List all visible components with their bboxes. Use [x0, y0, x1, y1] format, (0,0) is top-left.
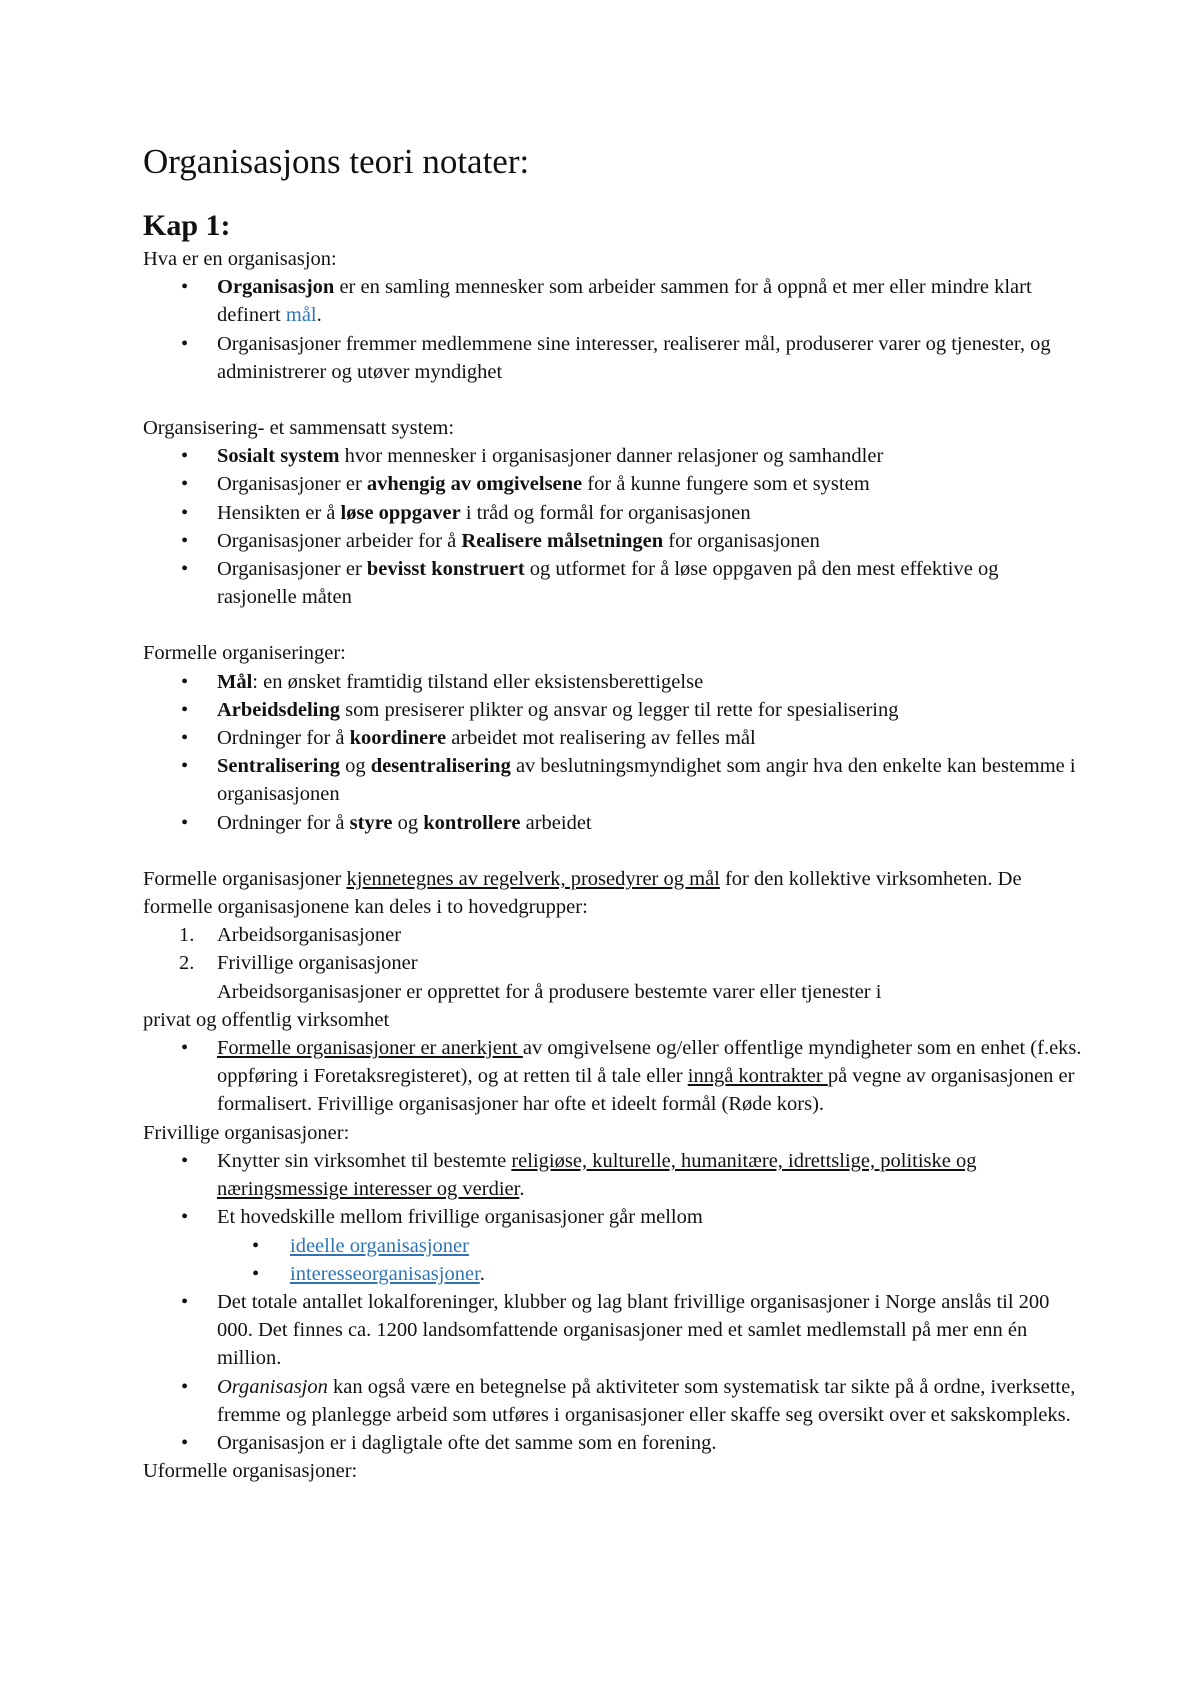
bullet-marker: •	[181, 1149, 189, 1172]
document-body	[143, 140, 1083, 1485]
section-heading: Formelle organiseringer:	[143, 642, 346, 665]
section-heading: Organsisering- et sammensatt system:	[143, 417, 455, 440]
interesse-link[interactable]: interesseorganisasjoner	[290, 1262, 480, 1285]
bullet-marker: •	[181, 1375, 189, 1398]
section-heading: Uformelle organisasjoner:	[143, 1460, 358, 1483]
goal-link[interactable]: mål	[285, 304, 317, 327]
bullet-marker: •	[181, 529, 189, 552]
list-number: 2.	[179, 952, 195, 975]
chapter-heading: Kap 1:	[143, 209, 231, 242]
numbered-list	[143, 921, 1083, 977]
list-item: • Formelle organisasjoner er anerkjent av omgivelsene og/eller offentlige myndigheter som en enhet (f.eks. oppføring i Foretaksregisteret), og at retten til å tale eller inngå kontrakter på vegne av organisasjonen er formalisert. Frivillige organisasjoner har ofte et ideelt formål (Røde kors).	[143, 1034, 1083, 1119]
list-item: • Organisasjoner fremmer medlemmene sine interesser, realiserer mål, produserer varer og tjenester, og administrerer og utøver myndighet	[143, 330, 1083, 386]
bullet-marker: •	[181, 1206, 189, 1229]
document-title: Organisasjons teori notater:	[143, 142, 530, 181]
bullet-list	[143, 442, 1083, 611]
section-heading: Hva er en organisasjon:	[143, 248, 337, 270]
bullet-marker: •	[181, 558, 189, 581]
list-item: • Det totale antallet lokalforeninger, klubber og lag blant frivillige organisasjoner i Norge anslås til 200 000. Det finnes ca. 1200 landsomfattende organisasjoner med et samlet medlemstall på mer enn én million.	[143, 1288, 1083, 1373]
sub-list	[143, 1232, 1083, 1288]
list-item: • Organisasjoner er avhengig av omgivelsene for å kunne fungere som et system	[143, 470, 1083, 498]
bullet-marker: •	[181, 811, 189, 834]
list-item: • Organisasjoner arbeider for å Realisere målsetningen for organisasjonen	[143, 527, 1083, 555]
list-item: • Sosialt system hvor mennesker i organisasjoner danner relasjoner og samhandler	[143, 442, 1083, 470]
list-item: • Et hovedskille mellom frivillige organisasjoner går mellom	[143, 1203, 1083, 1231]
list-item: • Organisasjon kan også være en betegnelse på aktiviteter som systematisk tar sikte på å ordne, iverksette, fremme og planlegge arbeid som utføres i organisasjoner eller skaffe seg oversikt over et sakskompleks.	[143, 1373, 1083, 1429]
list-item: • Organisasjon er i dagligtale ofte det samme som en forening.	[143, 1429, 1083, 1457]
list-item: • Ordninger for å koordinere arbeidet mot realisering av felles mål	[143, 724, 1083, 752]
bullet-marker: •	[181, 445, 189, 468]
list-item: • Organisasjoner er bevisst konstruert og utformet for å løse oppgaven på den mest effektive og rasjonelle måten	[143, 555, 1083, 611]
bullet-marker: •	[252, 1234, 260, 1257]
bullet-marker: •	[181, 332, 189, 355]
bullet-list	[143, 1147, 1083, 1232]
indented-paragraph: Arbeidsorganisasjoner er opprettet for å produsere bestemte varer eller tjenester i	[217, 980, 882, 1003]
list-item: • Hensikten er å løse oppgaver i tråd og formål for organisasjonen	[143, 499, 1083, 527]
list-item: • Organisasjon er en samling mennesker som arbeider sammen for å oppnå et mer eller mindre klart definert mål.	[143, 273, 1083, 329]
list-item: 2. Frivillige organisasjoner	[143, 949, 1083, 977]
list-item: • Arbeidsdeling som presiserer plikter og ansvar og legger til rette for spesialisering	[143, 696, 1083, 724]
bullet-marker: •	[181, 1431, 189, 1454]
bullet-list	[143, 1288, 1083, 1457]
bullet-marker: •	[181, 727, 189, 750]
list-item: 1. Arbeidsorganisasjoner	[143, 921, 1083, 949]
list-item: • Ordninger for å styre og kontrollere arbeidet	[143, 809, 1083, 837]
bullet-marker: •	[252, 1262, 260, 1285]
bullet-list	[143, 668, 1083, 837]
bullet-marker: •	[181, 473, 189, 496]
bullet-list	[143, 1034, 1083, 1119]
bullet-marker: •	[181, 276, 189, 299]
section-heading: Frivillige organisasjoner:	[143, 1121, 350, 1144]
bullet-marker: •	[181, 501, 189, 524]
bullet-marker: •	[181, 698, 189, 721]
sub-list-item: • interesseorganisasjoner.	[143, 1260, 1083, 1288]
sub-list-item	[143, 1232, 1083, 1260]
bullet-list	[143, 273, 1083, 386]
ideelle-link[interactable]: ideelle organisasjoner	[290, 1234, 469, 1257]
bullet-marker: •	[181, 1037, 189, 1060]
paragraph-continuation: privat og offentlig virksomhet	[143, 1008, 390, 1031]
bullet-marker: •	[181, 670, 189, 693]
list-number: 1.	[179, 924, 195, 947]
list-item: • Mål: en ønsket framtidig tilstand eller eksistensberettigelse	[143, 668, 1083, 696]
bullet-marker: •	[181, 1290, 189, 1313]
list-item: • Knytter sin virksomhet til bestemte religiøse, kulturelle, humanitære, idrettslige, politiske og næringsmessige interesser og verdier.	[143, 1147, 1083, 1203]
paragraph: Formelle organisasjoner kjennetegnes av regelverk, prosedyrer og mål for den kollektive virksomheten. De formelle organisasjonene kan deles i to hovedgrupper:	[143, 867, 1022, 919]
bullet-marker: •	[181, 755, 189, 778]
list-item: • Sentralisering og desentralisering av beslutningsmyndighet som angir hva den enkelte kan bestemme i organisasjonen	[143, 752, 1083, 808]
